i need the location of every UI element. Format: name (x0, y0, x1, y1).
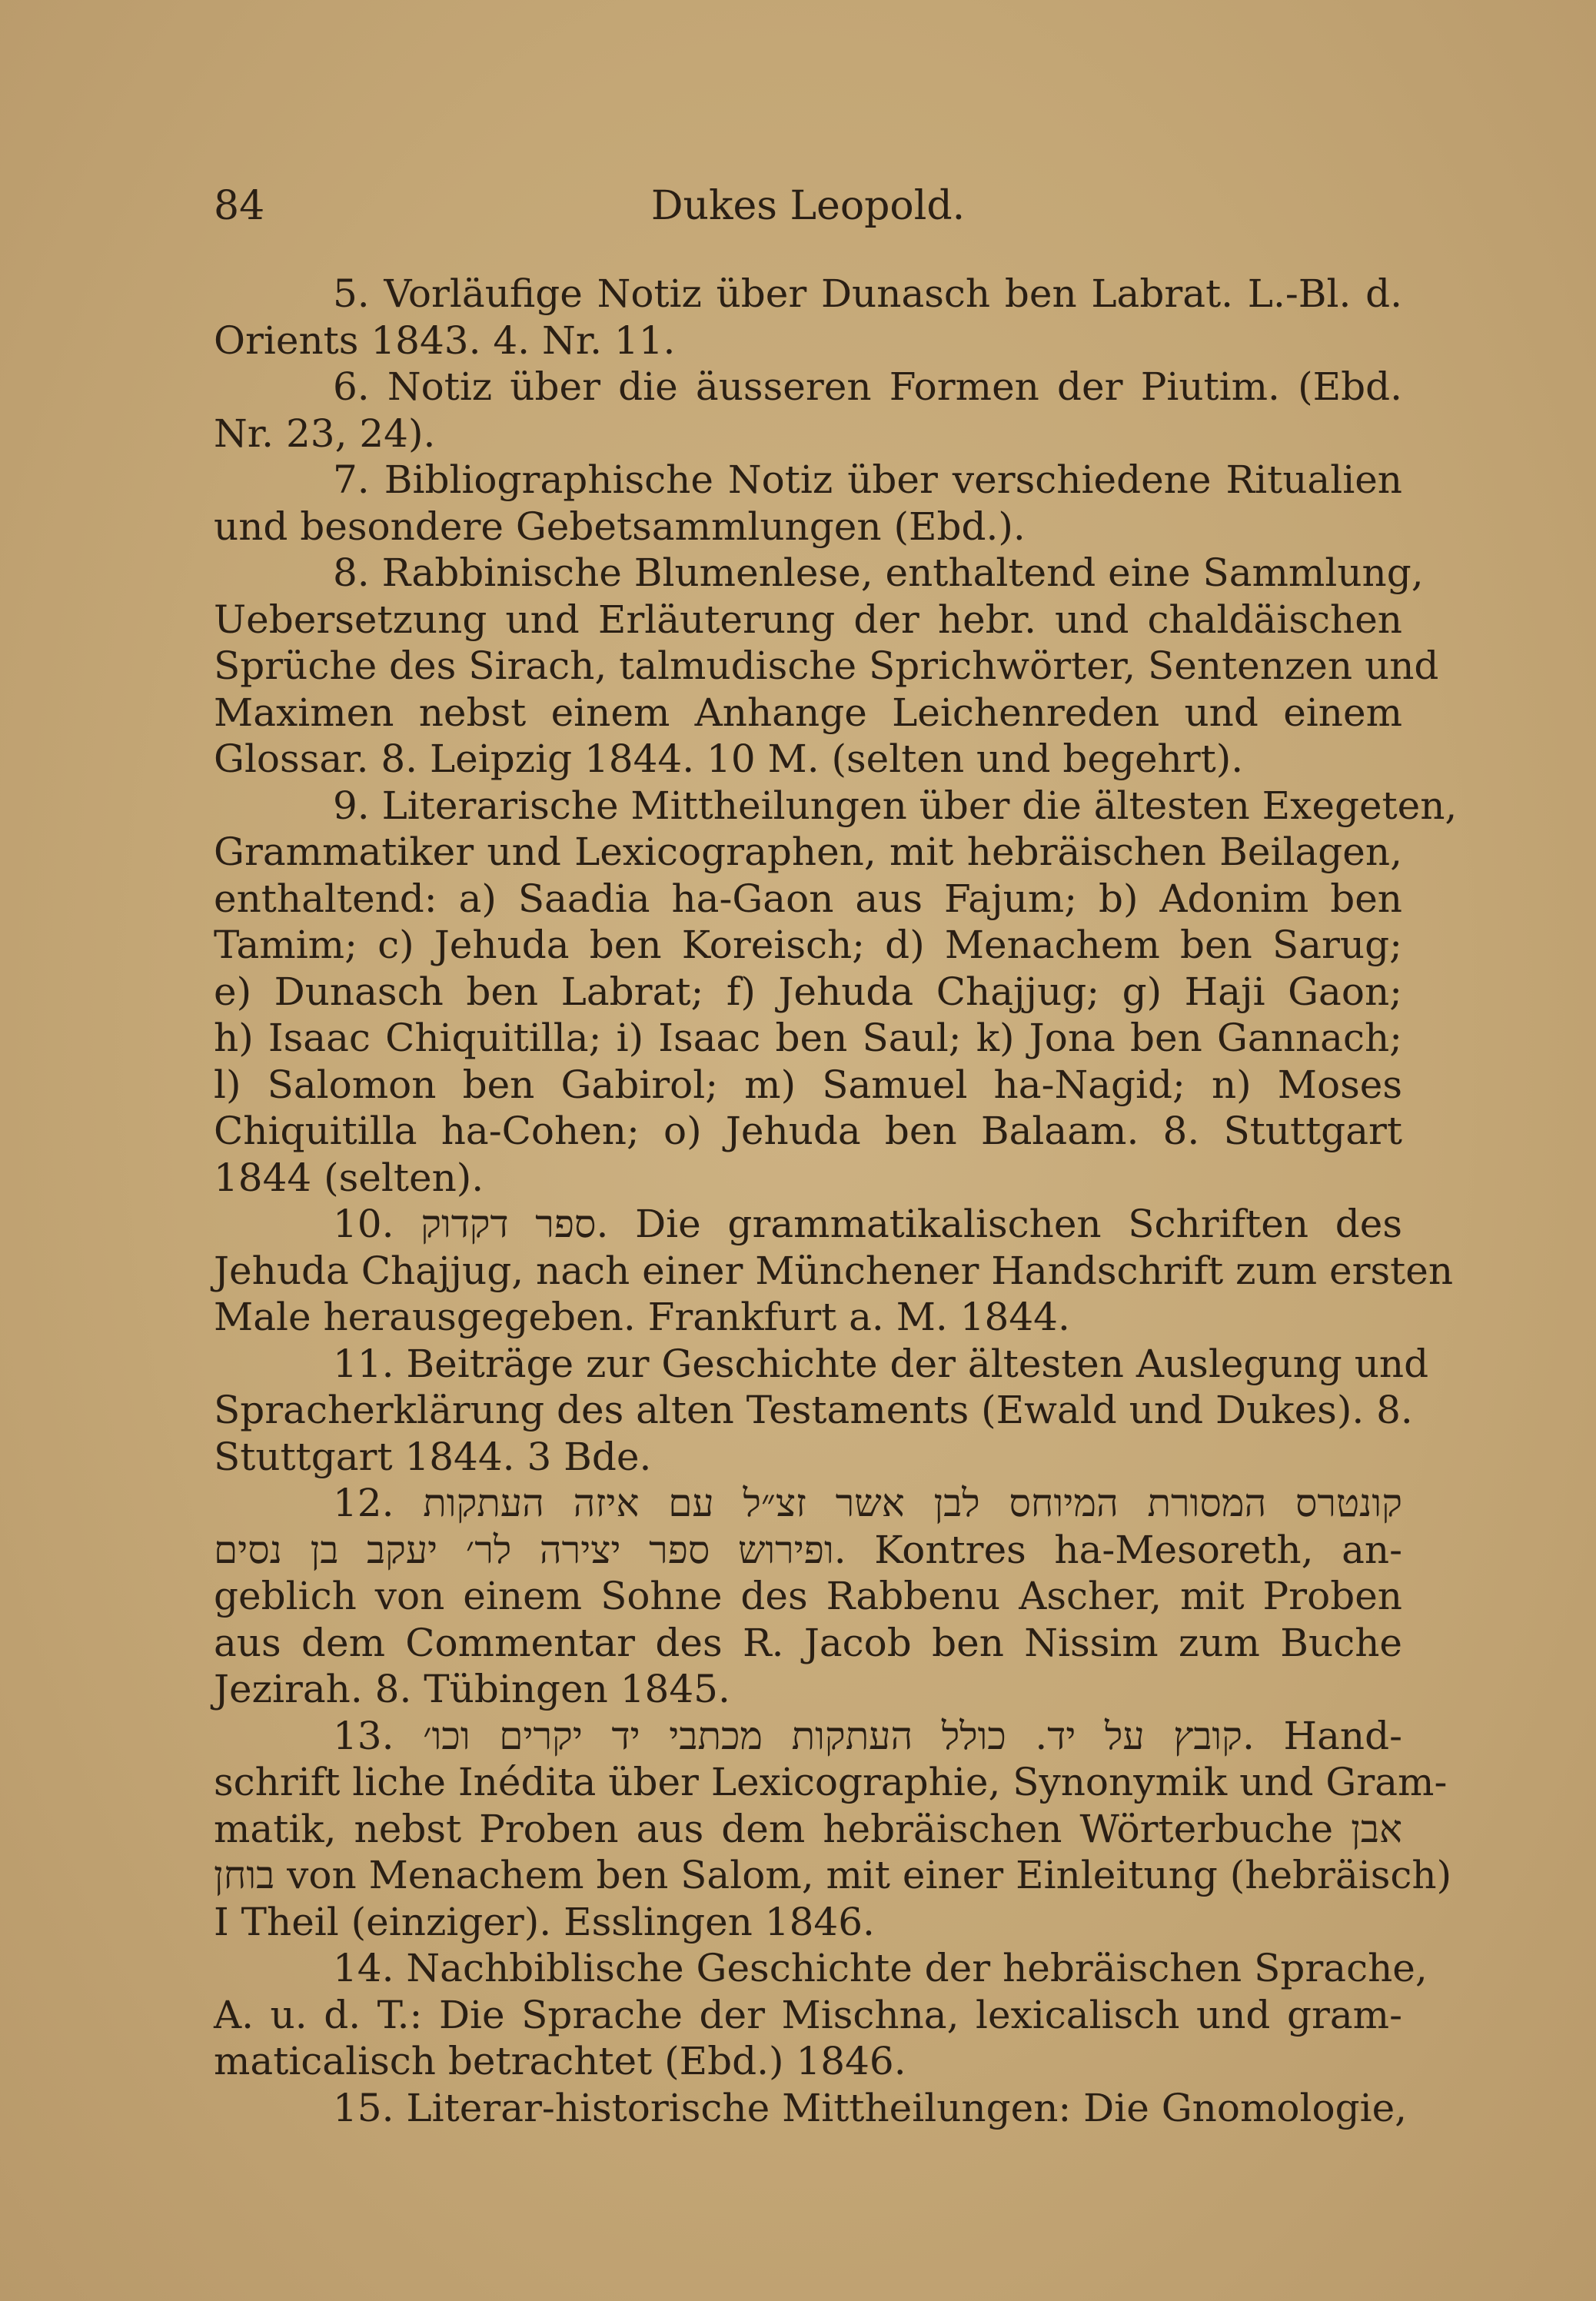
entry-line: Nr. 23, 24). (214, 411, 436, 456)
entry-line: Maximen nebst einem Anhange Leichenreden und einem (214, 690, 1402, 735)
entry-line: e) Dunasch ben Labrat; f) Jehuda Chajjug; g) Haji Gaon; (214, 969, 1402, 1014)
running-title: Dukes Leopold. (650, 183, 966, 229)
bibliography-entry (214, 1480, 1402, 1713)
page-header (214, 183, 1402, 237)
entry-line: 7. Bibliographische Notiz über verschiedene Ritualien (333, 457, 1402, 502)
entry-line: schrift liche Inédita über Lexicographie, Synonymik und Gram- (214, 1760, 1448, 1804)
entry-line: בוחן von Menachem ben Salom, mit einer Einleitung (hebräisch) (214, 1853, 1452, 1897)
entry-line: I Theil (einziger). Esslingen 1846. (214, 1899, 875, 1944)
bibliography-entries (214, 271, 1458, 2131)
entry-line: h) Isaac Chiquitilla; i) Isaac ben Saul; k) Jona ben Gannach; (214, 1016, 1402, 1060)
entry-line: Male herausgegeben. Frankfurt a. M. 1844. (214, 1295, 1070, 1339)
entry-line: Orients 1843. 4. Nr. 11. (214, 318, 676, 363)
entry-line: 14. Nachbiblische Geschichte der hebräischen Sprache, (333, 1946, 1428, 1990)
entry-line: aus dem Commentar des R. Jacob ben Nissim zum Buche (214, 1620, 1402, 1665)
bibliography-entry (214, 457, 1402, 550)
entry-line: 11. Beiträge zur Geschichte der ältesten Auslegung und (333, 1341, 1429, 1386)
entry-line: 6. Notiz über die äusseren Formen der Piutim. (Ebd. (333, 364, 1402, 409)
bibliography-entry (214, 2085, 1408, 2132)
entry-line: Tamim; c) Jehuda ben Koreisch; d) Menachem ben Sarug; (214, 923, 1402, 967)
entry-line: Uebersetzung und Erläuterung der hebr. und chaldäischen (214, 597, 1402, 642)
entry-line: 5. Vorläufige Notiz über Dunasch ben Labrat. L.-Bl. d. (333, 271, 1402, 316)
bibliography-entry (214, 364, 1402, 457)
entry-line: l) Salomon ben Gabirol; m) Samuel ha-Nagid; n) Moses (214, 1062, 1402, 1107)
entry-line: 9. Literarische Mittheilungen über die ältesten Exegeten, (333, 783, 1458, 828)
bibliography-entry (214, 1945, 1428, 2085)
bibliography-entry (214, 550, 1439, 783)
entry-line: A. u. d. T.: Die Sprache der Mischna, lexicalisch und gram- (214, 1992, 1402, 2037)
entry-line: Grammatiker und Lexicographen, mit hebräischen Beilagen, (214, 830, 1402, 874)
entry-line: 13. קובץ על יד. כולל העתקות מכתבי יד יקרים וכו׳. Hand- (333, 1713, 1402, 1758)
entry-line: ופירוש ספר יצירה לר׳ יעקב בן נסים. Kontres ha-Mesoreth, an- (214, 1527, 1402, 1572)
bibliography-entry (214, 783, 1458, 1202)
entry-line: maticalisch betrachtet (Ebd.) 1846. (214, 2039, 906, 2083)
bibliography-entry (214, 271, 1402, 364)
entry-line: 15. Literar-historische Mittheilungen: Die Gnomologie, (333, 2085, 1408, 2130)
entry-line: Chiquitilla ha-Cohen; o) Jehuda ben Balaam. 8. Stuttgart (214, 1109, 1402, 1153)
entry-line: Jehuda Chajjug, nach einer Münchener Handschrift zum ersten (214, 1248, 1454, 1293)
entry-line: 8. Rabbinische Blumenlese, enthaltend eine Sammlung, (333, 550, 1424, 595)
entry-line: 12. קונטרס המסורת המיוחס לבן אשר זצ״ל עם איזה העתקות (333, 1481, 1402, 1525)
bibliography-entry (214, 1201, 1454, 1341)
entry-line: 10. ספר דקדוק. Die grammatikalischen Schriften des (333, 1202, 1402, 1246)
entry-line: und besondere Gebetsammlungen (Ebd.). (214, 504, 1026, 549)
bibliography-entry (214, 1341, 1429, 1481)
entry-line: Spracherklärung des alten Testaments (Ewald und Dukes). 8. (214, 1388, 1413, 1432)
entry-line: Glossar. 8. Leipzig 1844. 10 M. (selten und begehrt). (214, 737, 1244, 781)
entry-line: enthaltend: a) Saadia ha-Gaon aus Fajum; b) Adonim ben (214, 876, 1402, 921)
entry-line: geblich von einem Sohne des Rabbenu Ascher, mit Proben (214, 1574, 1402, 1618)
entry-line: Stuttgart 1844. 3 Bde. (214, 1434, 652, 1479)
entry-line: matik, nebst Proben aus dem hebräischen Wörterbuche אבן (214, 1806, 1402, 1851)
entry-line: Jezirah. 8. Tübingen 1845. (214, 1667, 730, 1711)
page-number: 84 (214, 183, 265, 229)
entry-line: Sprüche des Sirach, talmudische Sprichwörter, Sentenzen und (214, 643, 1439, 688)
entry-line: 1844 (selten). (214, 1155, 484, 1200)
bibliography-entry (214, 1713, 1452, 1946)
